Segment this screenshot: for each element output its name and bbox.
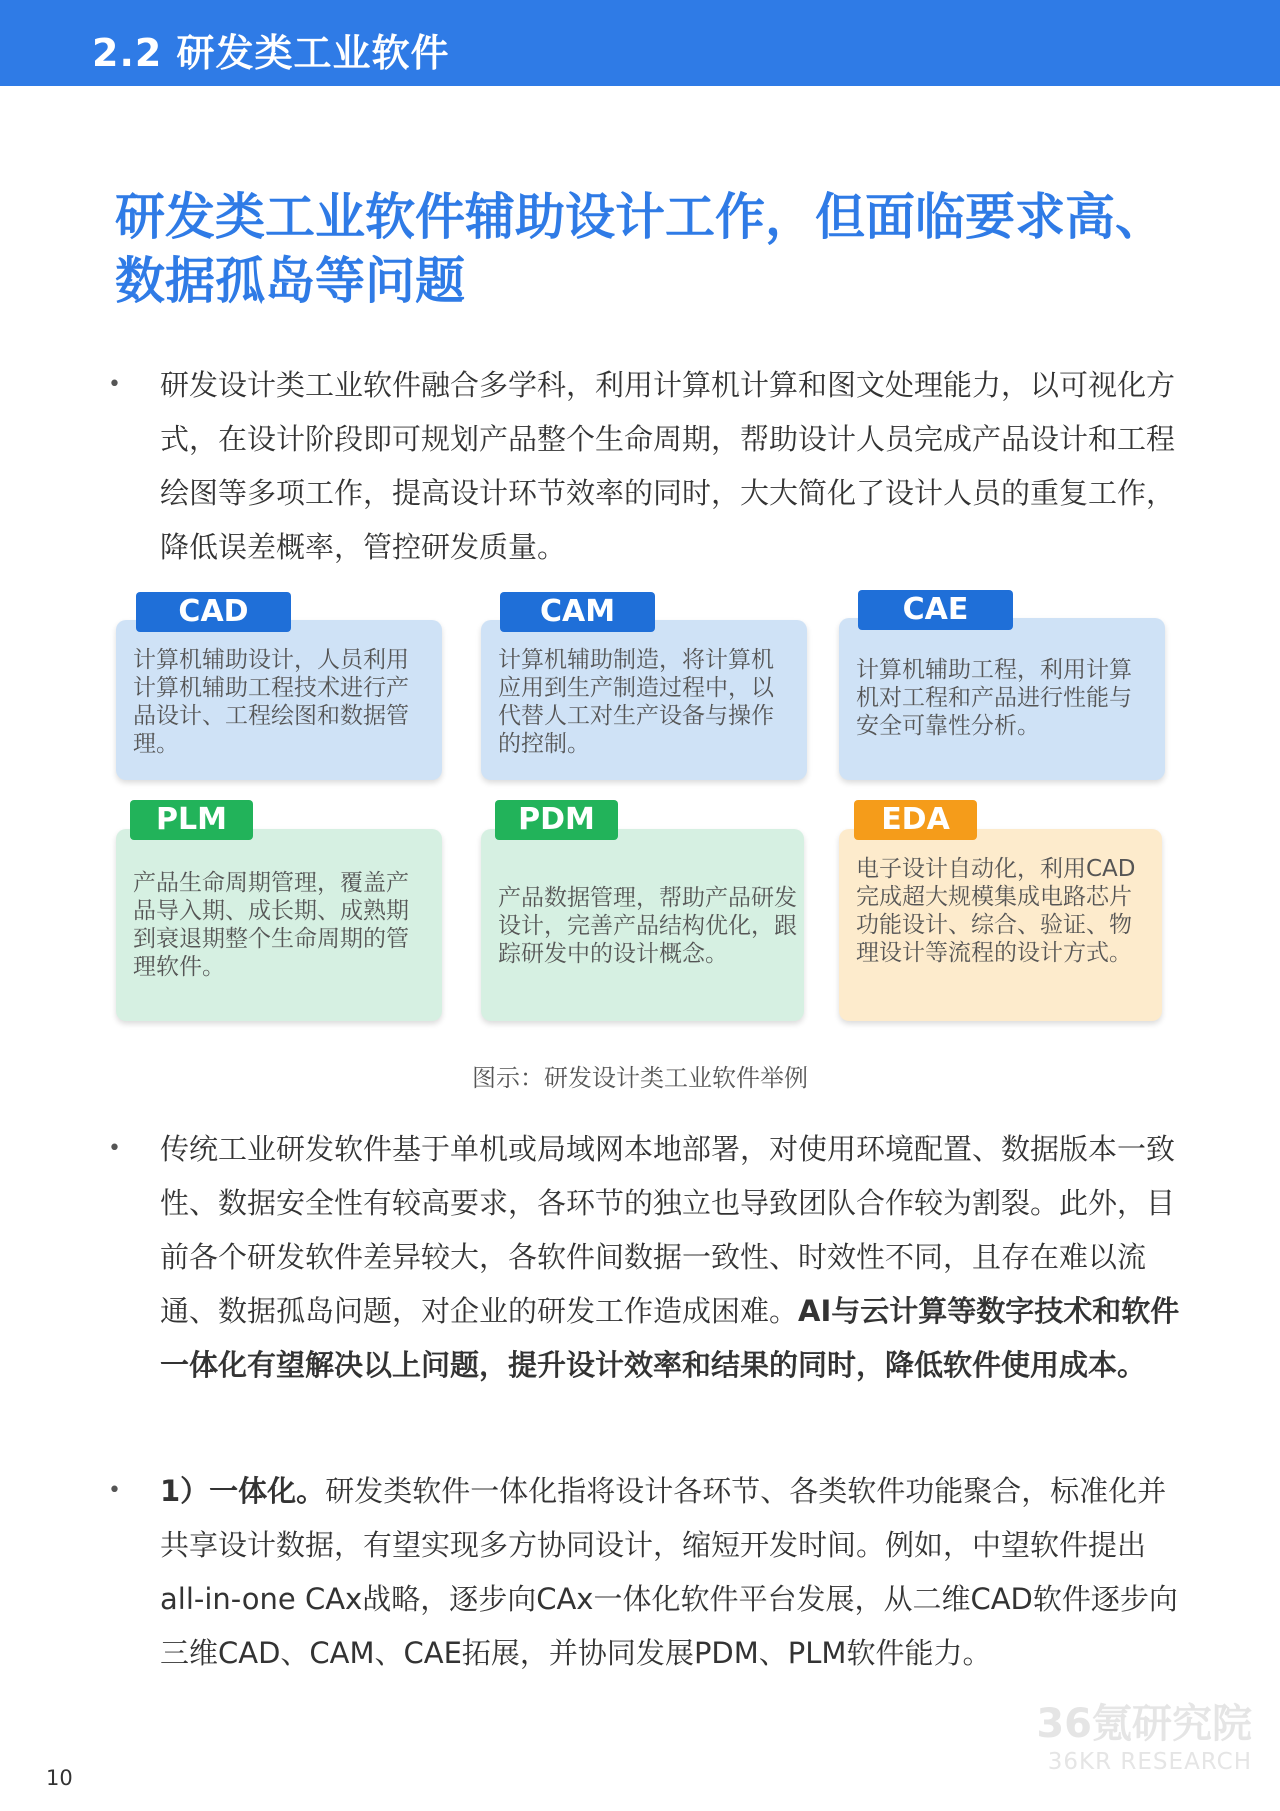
bullet-text-regular: 研发类软件一体化指将设计各环节、各类软件功能聚合，标准化并共享设计数据，有望实现多方协同设计，缩短开发时间。例如，中望软件提出all-in-one CAx战略，逐步向CAx一体化软件平台发展，从二维CAD软件逐步向三维CAD、CAM、CAE拓展，并协同发展PDM、PLM软件能力。 xyxy=(160,1474,1178,1670)
bullet-text: 研发设计类工业软件融合多学科，利用计算机计算和图文处理能力，以可视化方式，在设计阶段即可规划产品整个生命周期，帮助设计人员完成产品设计和工程绘图等多项工作，提高设计环节效率的同时，大大简化了设计人员的重复工作，降低误差概率，管控研发质量。 xyxy=(160,368,1176,564)
watermark-logo xyxy=(1020,1700,1252,1776)
bullet-text xyxy=(160,1464,1180,1680)
section-header-bar xyxy=(0,0,1280,86)
bullet-text-emphasis: AI与云计算等数字技术和软件一体化有望解决以上问题，提升设计效率和结果的同时，降低软件使用成本。 xyxy=(160,1294,1180,1382)
watermark-main-text: 36氪研究院 xyxy=(1036,1701,1252,1747)
card-plm-description: 产品生命周期管理，覆盖产品导入期、成长期、成熟期到衰退期整个生命周期的管理软件。 xyxy=(133,870,409,980)
bullet-text xyxy=(160,1122,1180,1392)
card-cae xyxy=(839,618,1165,780)
bullet-marker: • xyxy=(108,1136,121,1161)
figure-caption: 图示：研发设计类工业软件举例 xyxy=(472,1064,808,1092)
card-cad-description: 计算机辅助设计，人员利用计算机辅助工程技术进行产品设计、工程绘图和数据管理。 xyxy=(133,647,409,757)
tag-pdm: PDM xyxy=(495,800,618,840)
card-pdm-description: 产品数据管理，帮助产品研发设计，完善产品结构优化，跟踪研发中的设计概念。 xyxy=(498,885,797,967)
card-eda xyxy=(839,829,1162,1021)
card-cam-description: 计算机辅助制造，将计算机应用到生产制造过程中，以代替人工对生产设备与操作的控制。 xyxy=(498,647,774,757)
tag-cam: CAM xyxy=(500,592,655,632)
card-cae-description: 计算机辅助工程，利用计算机对工程和产品进行性能与安全可靠性分析。 xyxy=(856,657,1132,739)
bullet-marker: • xyxy=(108,1478,121,1503)
tag-cad: CAD xyxy=(136,592,291,632)
bullet-marker: • xyxy=(108,372,121,397)
card-cam xyxy=(481,620,807,780)
card-eda-description: 电子设计自动化，利用CAD完成超大规模集成电路芯片功能设计、综合、验证、物理设计等流程的设计方式。 xyxy=(856,856,1136,966)
card-cad xyxy=(116,620,442,780)
page-title: 研发类工业软件辅助设计工作，但面临要求高、数据孤岛等问题 xyxy=(115,188,1165,310)
card-pdm xyxy=(481,829,804,1021)
tag-plm: PLM xyxy=(130,800,253,840)
section-title: 2.2 研发类工业软件 xyxy=(92,31,450,75)
tag-cae: CAE xyxy=(858,590,1013,630)
tag-eda: EDA xyxy=(854,800,977,840)
card-plm xyxy=(116,829,442,1021)
bullet-text-regular: 传统工业研发软件基于单机或局域网本地部署，对使用环境配置、数据版本一致性、数据安全性有较高要求，各环节的独立也导致团队合作较为割裂。此外，目前各个研发软件差异较大，各软件间数据一致性、时效性不同，且存在难以流通、数据孤岛问题，对企业的研发工作造成困难。 xyxy=(160,1132,1176,1328)
bullet-text-emphasis: 1）一体化。 xyxy=(160,1474,326,1508)
watermark-sub-text: 36KR RESEARCH xyxy=(1047,1749,1252,1775)
page-number: 10 xyxy=(46,1766,73,1790)
